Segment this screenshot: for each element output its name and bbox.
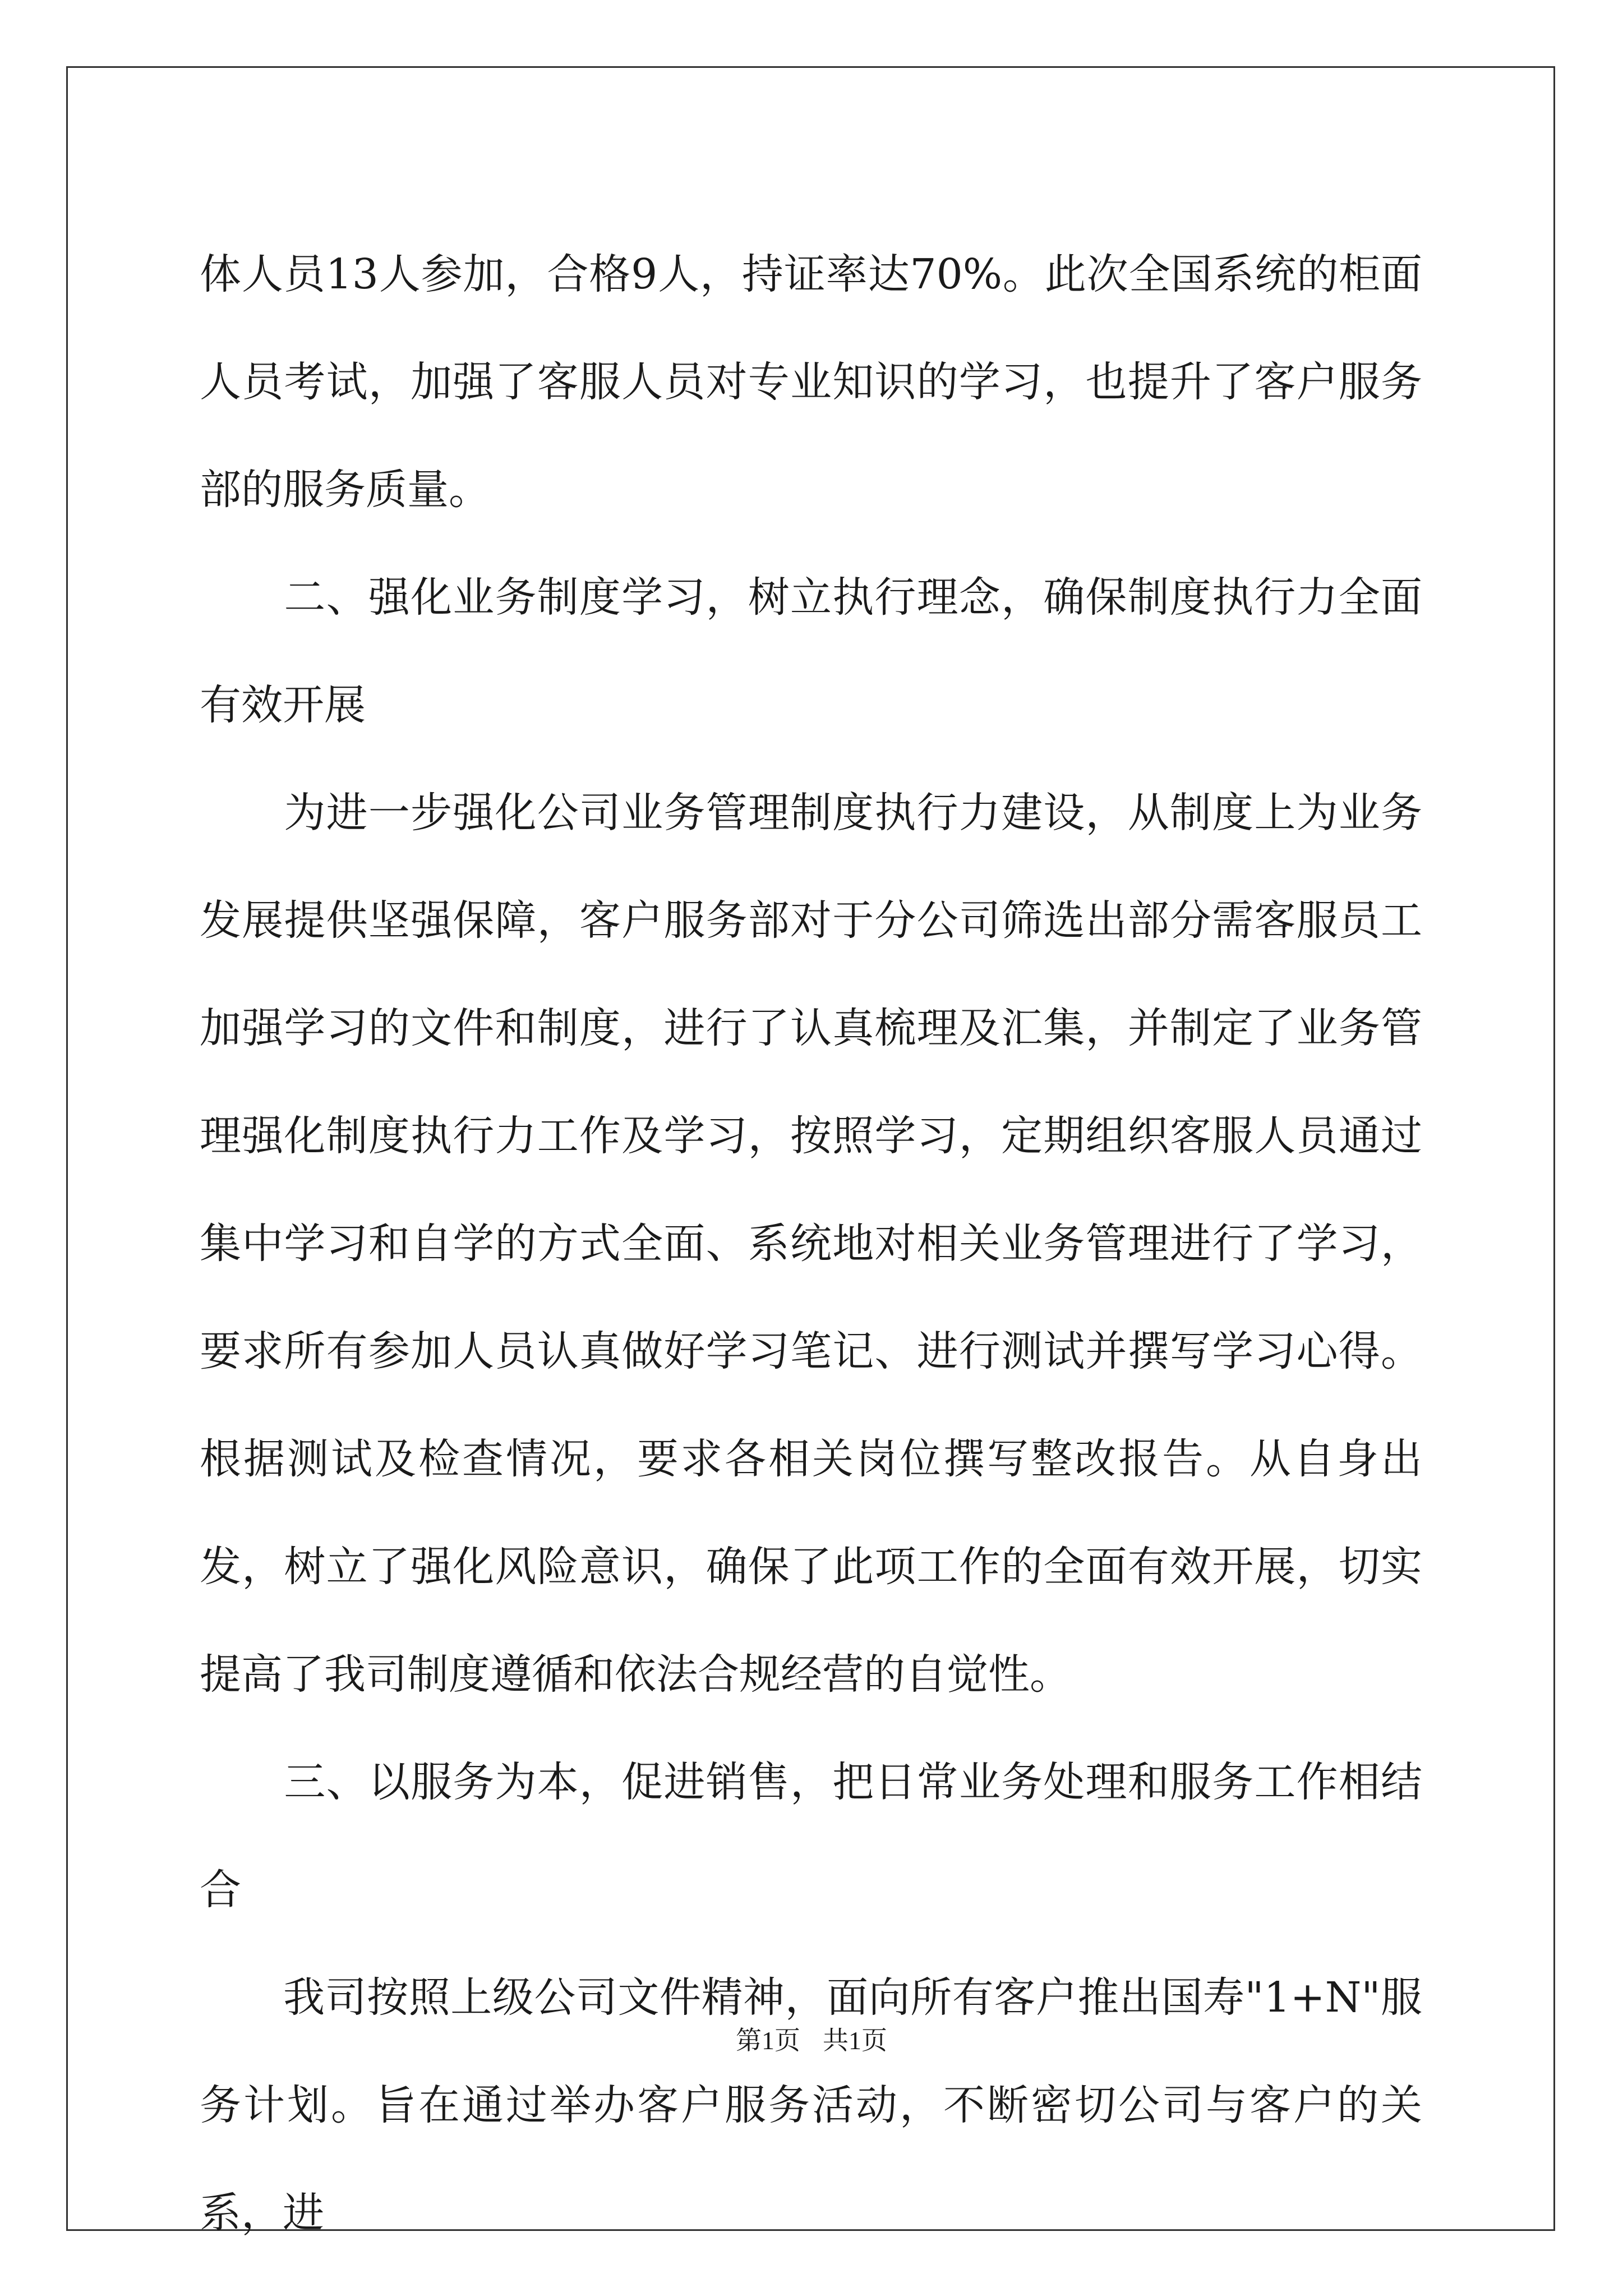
paragraph: 为进一步强化公司业务管理制度执行力建设，从制度上为业务发展提供坚强保障，客户服务部对于分公司筛选出部分需客服员工加强学习的文件和制度，进行了认真梳理及汇集，并制定了业务管理强化制度执行力工作及学习，按照学习，定期组织客服人员通过集中学习和自学的方式全面、系统地对相关业务管理进行了学习，要求所有参加人员认真做好学习笔记、进行测试并撰写学习心得。根据测试及检查情况，要求各相关岗位撰写整改报告。从自身出发，树立了强化风险意识，确保了此项工作的全面有效开展，切实提高了我司制度遵循和依法合规经营的自觉性。 [200,789,1422,1699]
page-total: 共1页 [823,2026,887,2055]
heading-section-2: 二、强化业务制度学习，树立执行理念，确保制度执行力全面有效开展 [200,573,1422,729]
heading-section-3: 三、以服务为本，促进销售，把日常业务处理和服务工作相结合 [200,1758,1422,1914]
document-body [200,220,1422,2267]
page-number: 第1页 [736,2026,800,2055]
paragraph: 体人员13人参加，合格9人，持证率达70%。此次全国系统的柜面人员考试，加强了客服人员对专业知识的学习，也提升了客户服务部的服务质量。 [200,250,1422,514]
paragraph: 我司按照上级公司文件精神，面向所有客户推出国寿"1+N"服务计划。旨在通过举办客户服务活动，不断密切公司与客户的关系，进 [200,1973,1422,2237]
page-footer [0,2024,1623,2058]
